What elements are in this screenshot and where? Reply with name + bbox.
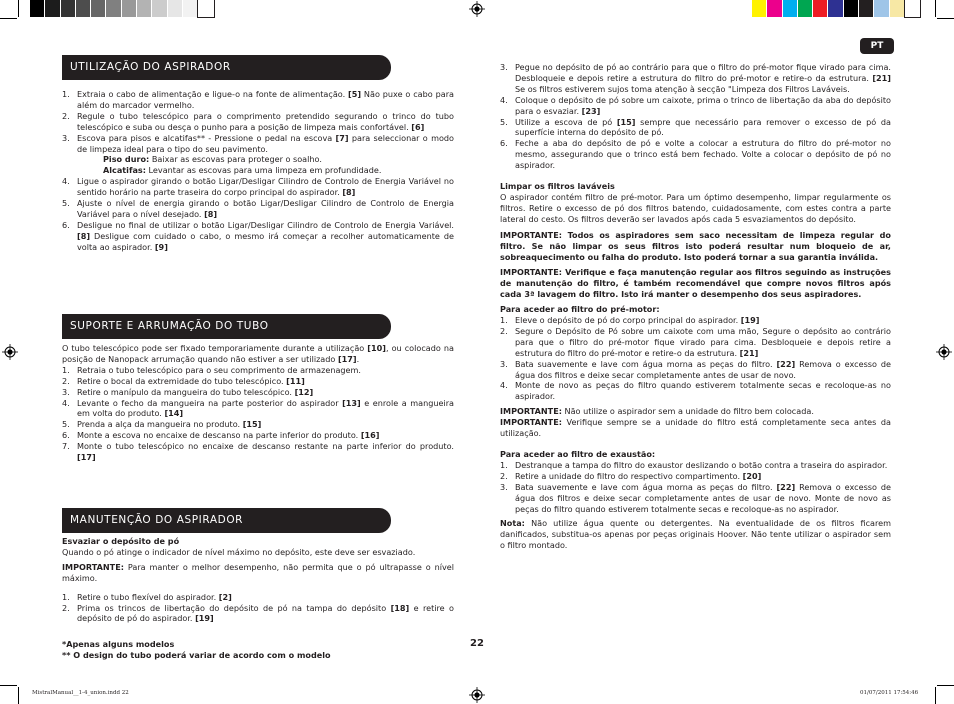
registration-mark-icon (936, 344, 952, 360)
list-item: 6. Feche a aba do depósito de pó e volte a colocar a estrutura do filtro do pré-motor no mesmo, assegurando que o trinco está bem fechado. Volte a colocar o depósito de pó no aspirador. (500, 138, 891, 171)
footnote: *Apenas alguns modelos (62, 639, 175, 649)
colour-swatch (45, 0, 60, 17)
crop-mark (0, 18, 17, 19)
page-number: 22 (470, 638, 484, 649)
dust-paragraph: Quando o pó atinge o indicador de nível máximo no depósito, este deve ser esvaziado. (62, 546, 416, 557)
left-column (62, 55, 454, 253)
colour-swatch (198, 0, 213, 17)
list-item: 2. Retire a unidade do filtro do respectivo compartimento. [20] (500, 470, 762, 481)
note: Nota: Não utilize água quente ou detergentes. Na eventualidade de os filtros ficarem danificados, substitua-os apenas por peças originais Hoover. Não tente utilizar o aspirador sem o filtro montado. (500, 518, 891, 551)
list-item: 4. Levante o fecho da mangueira na parte posterior do aspirador [13] e enrole a mangueira em volta do produto. [14] (62, 397, 454, 419)
footer-file-name: MistralManual__1-4_union.indd 22 (32, 690, 129, 696)
important-note: IMPORTANTE: Todos os aspiradores sem saco necessitam de limpeza regular do filtro. Se não limpar os seus filtros isto poderá resultar num bloqueio de ar, sobreaquecimento ou falha do produto. Isto poderá tornar a sua garantia inválida. (500, 229, 891, 262)
filters-heading: Limpar os filtros laváveis (500, 181, 615, 192)
left-column-storage (62, 314, 454, 463)
important-note: IMPORTANTE: Não utilize o aspirador sem a unidade do filtro bem colocada. (500, 406, 814, 417)
colour-swatch (122, 0, 137, 17)
crop-mark (937, 685, 954, 686)
colour-swatch (767, 0, 782, 17)
section-title-usage: UTILIZAÇÃO DO ASPIRADOR (62, 55, 391, 80)
registration-mark-icon (469, 1, 485, 17)
section-title-maintenance: MANUTENÇÃO DO ASPIRADOR (62, 508, 391, 533)
colour-swatch (76, 0, 91, 17)
colour-swatch (152, 0, 167, 17)
list-item: 4. Ligue o aspirador girando o botão Ligar/Desligar Cilindro de Controlo de Energia Variável no sentido horário na parte traseira do corpo principal do aspirador. [8] (62, 176, 454, 198)
language-badge: PT (860, 38, 894, 54)
storage-intro: O tubo telescópico pode ser fixado temporariamente durante a utilização [10], ou colocado na posição de Nanopack arrumação quando não estiver a ser utilizado [17]. (62, 343, 454, 364)
colour-swatch (905, 0, 920, 17)
list-item: 1. Extraia o cabo de alimentação e ligue-o na fonte de alimentação. [5] Não puxe o cabo para além do marcador vermelho. (62, 89, 454, 110)
colour-swatch (168, 0, 183, 17)
list-item: 3. Bata suavemente e lave com água morna as peças do filtro. [22] Remova o excesso de água dos filtros e deixe secar completamente antes de usar de novo. Monte de novo as peças do filtro quando estiverem totalmente secas e recoloque-as no aspirador. (500, 481, 891, 514)
crop-mark (935, 0, 936, 17)
colour-swatch (752, 0, 767, 17)
registration-mark-icon (2, 344, 18, 360)
left-column-maintenance (62, 508, 454, 624)
list-item: 1. Retraia o tubo telescópico para o seu comprimento de armazenagem. (62, 364, 361, 375)
list-item: 3. Pegue no depósito de pó ao contrário para que o filtro do pré-motor fique virado para cima. Desbloqueie e depois retire a estrutura do filtro do pré-motor e retire-o da estrutura. [21] Se os filtros estiverem sujos toma atenção à secção "Limpeza dos Filtros Laváveis. (500, 62, 891, 94)
important-note: IMPORTANTE: Verifique sempre se a unidade do filtro está completamente seca antes da utilização. (500, 417, 891, 439)
list-item: 3. Bata suavemente e lave com água morna as peças do filtro. [22] Remova o excesso de água dos filtros e deixe secar completamente antes de usar de novo. (500, 358, 891, 380)
grey-colour-bar (30, 0, 214, 17)
colour-swatch (61, 0, 76, 17)
dust-heading: Esvaziar o depósito de pó (62, 536, 180, 546)
cmyk-colour-bar (752, 0, 920, 17)
footer-timestamp: 01/07/2011 17:54:46 (860, 690, 919, 696)
registration-mark-icon (469, 687, 485, 703)
list-item: 4. Coloque o depósito de pó sobre um caixote, prima o trinco de libertação da aba do depósito para o esvaziar. [23] (500, 94, 891, 116)
colour-swatch (106, 0, 121, 17)
list-item: 6. Monte a escova no encaixe de descanso na parte inferior do produto. [16] (62, 430, 380, 441)
colour-swatch (91, 0, 106, 17)
important-note: IMPORTANTE: Para manter o melhor desempenho, não permita que o pó ultrapasse o nível máximo. (62, 561, 454, 583)
exhaust-heading: Para aceder ao filtro de exaustão: (500, 449, 656, 459)
list-item: 4. Monte de novo as peças do filtro quando estiverem totalmente secas e recoloque-as no aspirador. (500, 380, 891, 402)
colour-swatch (859, 0, 874, 17)
usage-steps (62, 89, 454, 253)
list-item: 1. Destranque a tampa do filtro do exaustor deslizando o botão contra a traseira do aspirador. (500, 459, 888, 470)
storage-steps (62, 365, 454, 463)
list-item: 2. Regule o tubo telescópico para o comprimento pretendido segurando o trinco do tubo telescópico e suba ou desça o punho para a posição de limpeza mais confortável. [6] (62, 110, 454, 132)
crop-mark (18, 687, 19, 704)
list-item: 5. Utilize a escova de pó [15] sempre que necessário para remover o excesso de pó da superfície interna do depósito de pó. (500, 116, 891, 138)
sub-note: Alcatifas: Levantar as escovas para uma limpeza em profundidade. (103, 165, 382, 176)
list-item: 2. Prima os trincos de libertação do depósito de pó na tampa do depósito [18] e retire o depósito de pó do aspirador. [19] (62, 602, 454, 624)
colour-swatch (183, 0, 198, 17)
list-item: 3. Escova para pisos e alcatifas** - Pressione o pedal na escova [7] para seleccionar o modo de limpeza ideal para o tipo do seu pavimento. Piso duro: Baixar as escovas para proteger o soalho. Alcatifas: Levantar as escovas para uma limpeza em profundidade. (62, 132, 454, 176)
colour-swatch (813, 0, 828, 17)
list-item: 2. Retire o bocal da extremidade do tubo telescópico. [11] (62, 375, 305, 386)
right-column (500, 62, 891, 551)
list-item: 2. Segure o Depósito de Pó sobre um caixote com uma mão, Segure o depósito ao contrário para que o filtro do pré-motor fique virado para cima. Desbloqueie e depois retire a estrutura do filtro do pré-motor e retire-o da estrutura. [21] (500, 325, 891, 358)
footnotes (62, 639, 454, 661)
premotor-steps (500, 315, 891, 402)
list-item: 5. Prenda a alça da mangueira no produto. [15] (62, 419, 262, 430)
crop-mark (935, 687, 936, 704)
dust-steps (62, 592, 454, 625)
footnote: ** O design do tubo poderá variar de acordo com o modelo (62, 649, 331, 660)
colour-swatch (30, 0, 45, 17)
sub-note: Piso duro: Baixar as escovas para proteger o soalho. (103, 154, 322, 165)
list-item: 1. Eleve o depósito de pó do corpo principal do aspirador. [19] (500, 315, 760, 326)
colour-swatch (890, 0, 905, 17)
list-item: 6. Desligue no final de utilizar o botão Ligar/Desligar Cilindro de Controlo de Energia Variável. [8] Desligue com cuidado o cabo, o mesmo irá começar a recolher automaticamente de volta ao aspirador. [9] (62, 219, 454, 252)
colour-swatch (844, 0, 859, 17)
list-item: 5. Ajuste o nível de energia girando o botão Ligar/Desligar Cilindro de Controlo de Energia Variável para o nível desejado. [8] (62, 198, 454, 219)
crop-mark (937, 18, 954, 19)
list-item: 3. Retire o manípulo da mangueira do tubo telescópico. [12] (62, 386, 314, 397)
list-item: 1. Retire o tubo flexível do aspirador. [2] (62, 591, 232, 602)
exhaust-steps (500, 460, 891, 515)
colour-swatch (798, 0, 813, 17)
colour-swatch (874, 0, 889, 17)
colour-swatch (783, 0, 798, 17)
crop-mark (18, 0, 19, 17)
filters-paragraph: O aspirador contém filtro de pré-motor. Para um óptimo desempenho, limpar regularmente os filtros. Retire o excesso de pó dos filtros batendo, cuidadosamente, com estes contra a parte lateral do cesto. Os filtros deverão ser lavados após cada 5 esvaziamentos do depósito. (500, 191, 891, 224)
section-title-storage: SUPORTE E ARRUMAÇÃO DO TUBO (62, 314, 391, 339)
colour-swatch (137, 0, 152, 17)
dust-steps-continued (500, 62, 891, 171)
crop-mark (0, 685, 17, 686)
list-item: 7. Monte o tubo telescópico no encaixe de descanso restante na parte inferior do produto. [17] (62, 441, 454, 463)
premotor-heading: Para aceder ao filtro do pré-motor: (500, 304, 660, 315)
important-note: IMPORTANTE: Verifique e faça manutenção regular aos filtros seguindo as instruções de manutenção do filtro, é também recomendável que compre novos filtros após cada 3ª lavagem do filtro. Isto irá manter o desempenho dos seus aspiradores. (500, 267, 891, 300)
colour-swatch (828, 0, 843, 17)
